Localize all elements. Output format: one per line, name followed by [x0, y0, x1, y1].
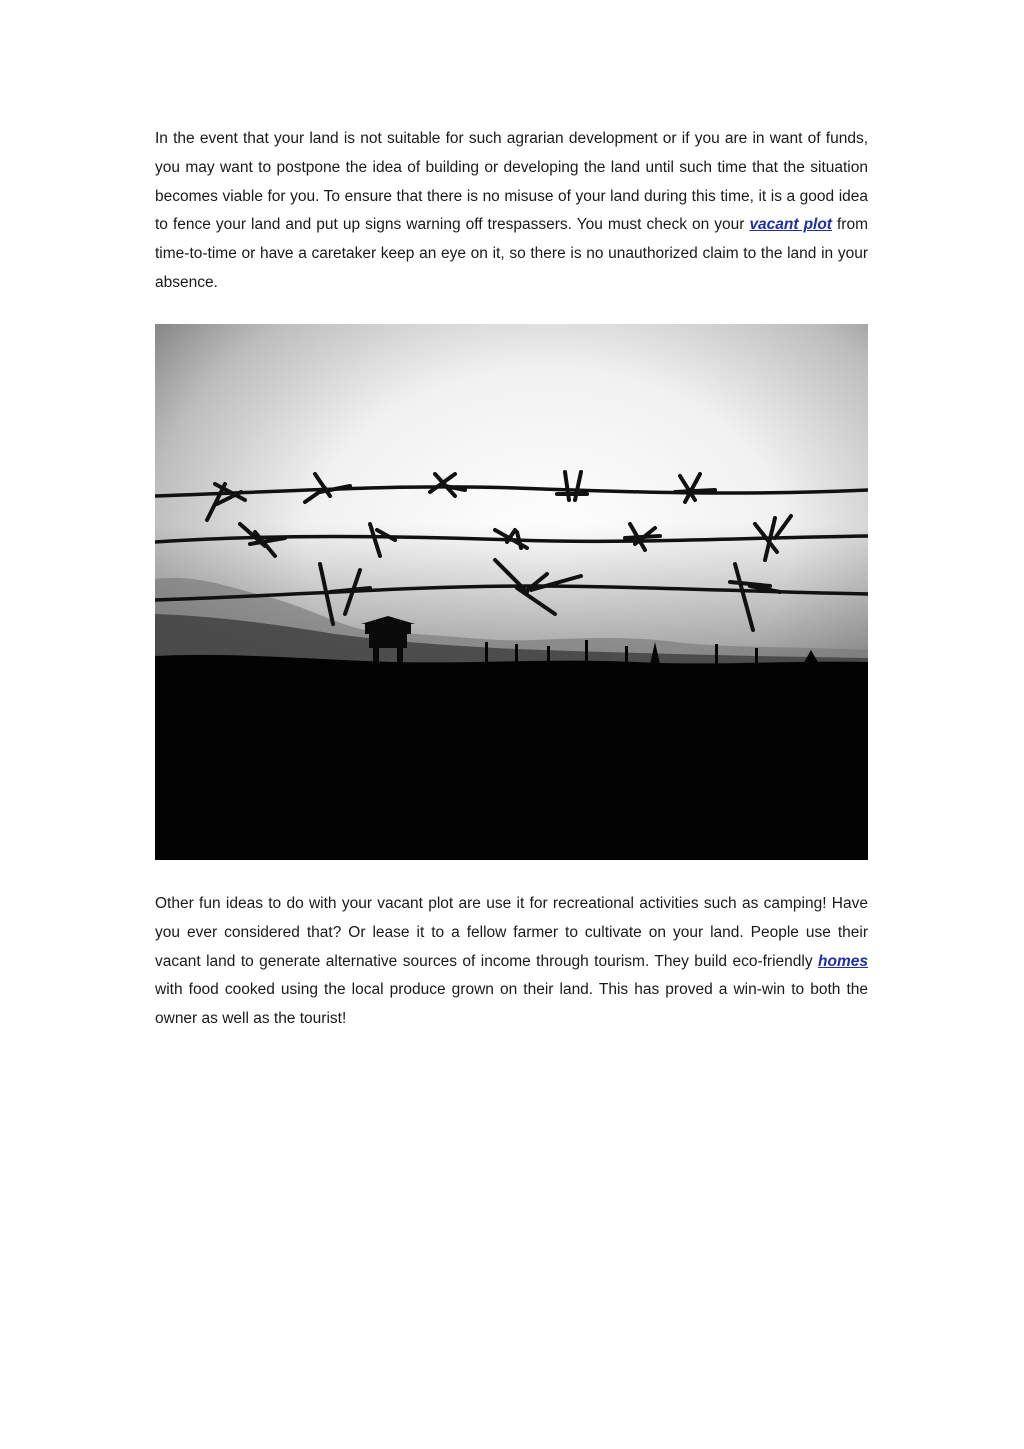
- paragraph-text: Other fun ideas to do with your vacant plot are use it for recreational activities such as camping! Have you ever considered that? Or lease it to a fellow farmer to cultivate on your land. People use their vacant land to generate alternative sources of income through tourism. They build eco-friendly: [155, 895, 868, 970]
- paragraph-fencing: [155, 125, 868, 298]
- homes-link[interactable]: homes: [818, 952, 868, 970]
- paragraph-text: from time-to-time or have a caretaker keep an eye on it, so there is no unauthorized claim to the land in your absence.: [155, 216, 869, 291]
- barbed-wire-photo: [155, 324, 868, 860]
- paragraph-text: with food cooked using the local produce grown on their land. This has proved a win-win to both the owner as well as the tourist!: [155, 981, 868, 1028]
- vacant-plot-link[interactable]: vacant plot: [749, 216, 832, 234]
- paragraph-text: In the event that your land is not suitable for such agrarian development or if you are in want of funds, you may want to postpone the idea of building or developing the land until such time that the situation becomes viable for you. To ensure that there is no misuse of your land during this time, it is a good idea to fence your land and put up signs warning off trespassers. You must check on your: [155, 130, 868, 234]
- paragraph-fun-ideas: [155, 890, 868, 1034]
